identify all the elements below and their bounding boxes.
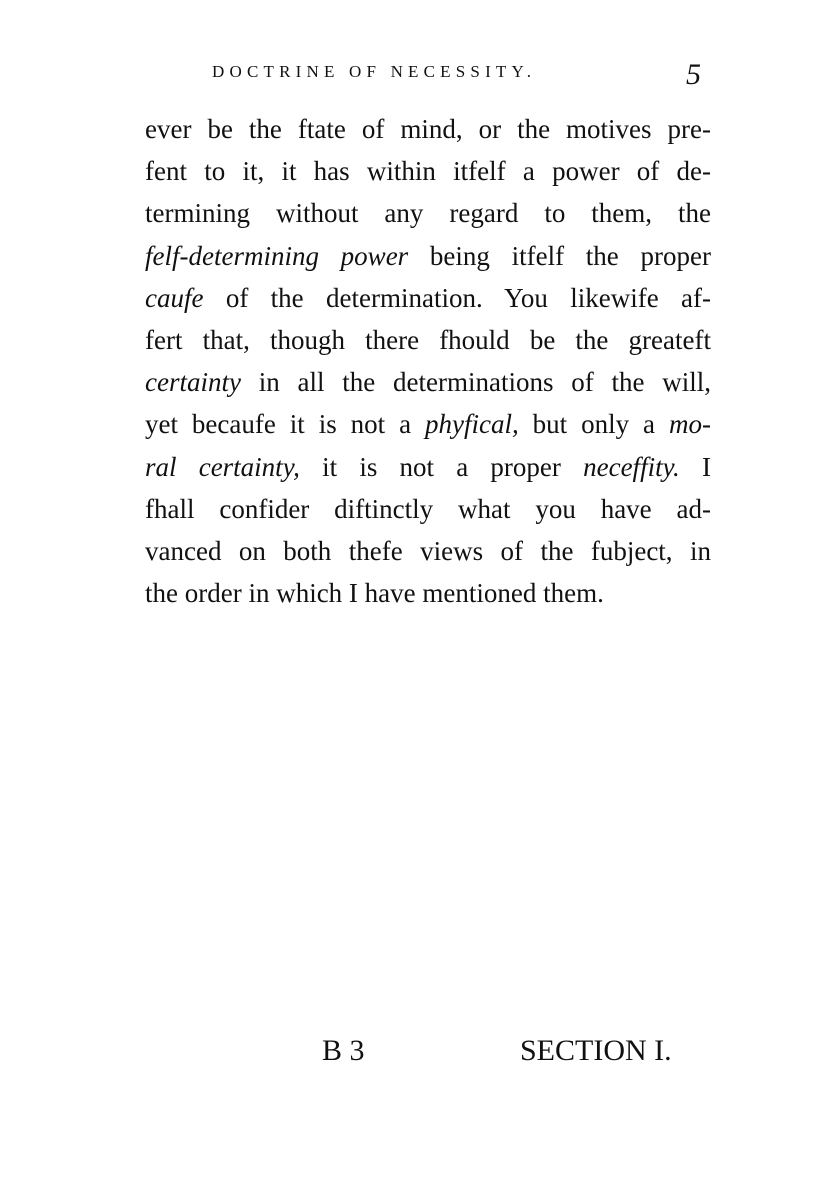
italic-text: phyfical,: [425, 409, 519, 440]
text-line: [145, 488, 711, 530]
text-segment: fhall confider diftinctly what you have ad-: [145, 493, 711, 524]
text-line: [145, 572, 711, 614]
running-title: DOCTRINE OF NECESSITY.: [212, 62, 537, 81]
text-line: [145, 235, 711, 277]
text-segment: fent to it, it has within itfelf a power of de-: [145, 156, 711, 187]
text-segment: of the determination. You likewife af-: [203, 282, 711, 313]
text-line: [145, 192, 711, 234]
catchword: SECTION I.: [520, 1034, 672, 1067]
text-segment: termining without any regard to them, the: [145, 198, 711, 229]
text-line: [145, 108, 711, 150]
text-segment: ever be the ftate of mind, or the motives pre-: [145, 114, 711, 144]
text-segment: vanced on both thefe views of the fubject, in: [145, 535, 711, 566]
italic-text: felf-determining power: [145, 240, 409, 271]
body-paragraph: [145, 108, 711, 614]
text-segment: but only a: [518, 409, 669, 440]
italic-text: neceffity.: [583, 451, 680, 482]
italic-text: certainty: [145, 367, 241, 398]
text-segment: the order in which I have mentioned them.: [145, 578, 604, 609]
italic-text: ral certainty,: [145, 451, 300, 482]
text-line: [145, 446, 711, 488]
italic-text: mo-: [668, 409, 711, 440]
text-segment: fert that, though there fhould be the greateft: [145, 324, 711, 355]
text-segment: in all the determinations of the will,: [240, 367, 711, 398]
text-line: [145, 361, 711, 403]
text-segment: I: [679, 451, 712, 482]
italic-text: caufe: [145, 282, 204, 313]
text-line: [145, 319, 711, 361]
text-segment: it is not a proper: [299, 451, 584, 482]
text-segment: yet becaufe it is not a: [145, 409, 426, 440]
text-line: [145, 277, 711, 319]
text-segment: being itfelf the proper: [408, 240, 711, 271]
text-line: [145, 530, 711, 572]
text-line: [145, 403, 711, 445]
page-number: 5: [686, 58, 701, 91]
signature-mark: B 3: [322, 1034, 365, 1067]
text-line: [145, 150, 711, 192]
